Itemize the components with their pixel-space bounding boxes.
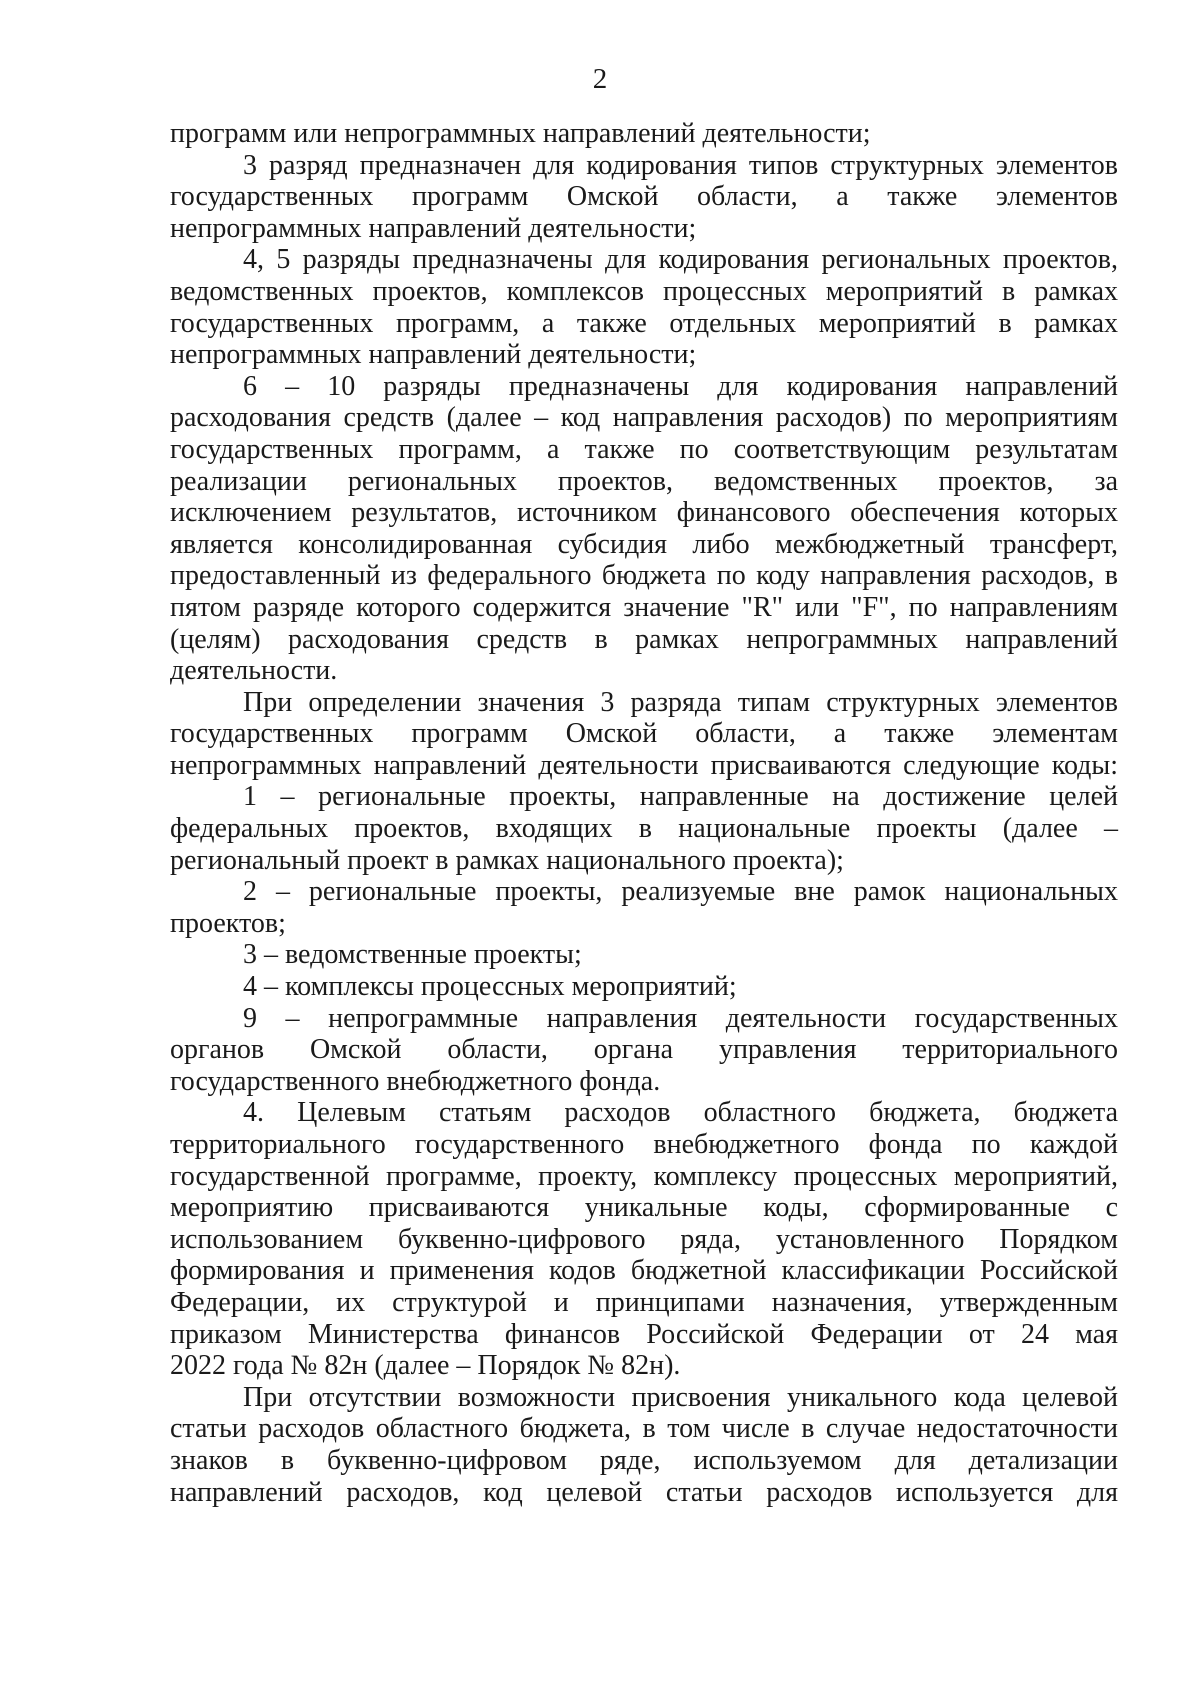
text-line: 2022 года № 82н (далее – Порядок № 82н).	[170, 1350, 681, 1382]
text-line: 1 – региональные проекты, направленные на достижение целей	[243, 781, 1118, 813]
text-line: непрограммных направлений деятельности;	[170, 212, 697, 244]
text-line: (целям) расходования средств в рамках непрограммных направлений	[170, 623, 1118, 655]
text-line: Федерации, их структурой и принципами назначения, утвержденным	[170, 1286, 1118, 1318]
text-line: мероприятию присваиваются уникальные коды, сформированные с	[170, 1192, 1118, 1224]
text-line: исключением результатов, источником финансового обеспечения которых	[170, 497, 1118, 529]
text-line: При определении значения 3 разряда типам структурных элементов	[243, 686, 1118, 718]
text-line: 6 – 10 разряды предназначены для кодирования направлений	[243, 370, 1118, 402]
text-line: государственного внебюджетного фонда.	[170, 1065, 661, 1097]
text-line: проектов;	[170, 907, 286, 939]
document-body	[170, 118, 1118, 1508]
text-line: органов Омской области, органа управления территориального	[170, 1034, 1118, 1066]
text-line: направлений расходов, код целевой статьи расходов используется для	[170, 1476, 1118, 1508]
text-line: государственной программе, проекту, комплексу процессных мероприятий,	[170, 1160, 1118, 1192]
text-line: государственных программ, а также по соответствующим результатам	[170, 433, 1118, 465]
text-line: использованием буквенно-цифрового ряда, установленного Порядком	[170, 1223, 1118, 1255]
text-line: ведомственных проектов, комплексов процессных мероприятий в рамках	[170, 275, 1118, 307]
text-line: территориального государственного внебюджетного фонда по каждой	[170, 1129, 1118, 1160]
text-line: 3 – ведомственные проекты;	[243, 939, 582, 971]
text-line: программ или непрограммных направлений деятельности;	[170, 118, 871, 149]
text-line: 4, 5 разряды предназначены для кодирования региональных проектов,	[243, 244, 1118, 276]
text-line: государственных программ Омской области, а также элементов	[170, 181, 1118, 213]
text-line: знаков в буквенно-цифровом ряде, используемом для детализации	[170, 1444, 1118, 1476]
text-line: является консолидированная субсидия либо межбюджетный трансферт,	[170, 528, 1118, 560]
text-line: формирования и применения кодов бюджетной классификации Российской	[170, 1255, 1118, 1287]
text-line: статьи расходов областного бюджета, в том числе в случае недостаточности	[170, 1413, 1118, 1445]
text-line: 2 – региональные проекты, реализуемые вне рамок национальных	[243, 876, 1118, 908]
text-line: пятом разряде которого содержится значение "R" или "F", по направлениям	[170, 591, 1118, 623]
text-line: государственных программ Омской области, а также элементам	[170, 718, 1118, 750]
text-line: федеральных проектов, входящих в национальные проекты (далее –	[170, 813, 1118, 845]
text-line: предоставленный из федерального бюджета по коду направления расходов, в	[170, 560, 1118, 592]
text-line: 9 – непрограммные направления деятельности государственных	[243, 1002, 1118, 1034]
text-line: приказом Министерства финансов Российской Федерации от 24 мая	[170, 1318, 1118, 1350]
text-line: региональный проект в рамках национального проекта);	[170, 844, 844, 876]
text-line: 3 разряд предназначен для кодирования типов структурных элементов	[243, 149, 1118, 181]
text-line: непрограммных направлений деятельности;	[170, 339, 697, 371]
text-line: 4 – комплексы процессных мероприятий;	[243, 971, 737, 1003]
text-line: государственных программ, а также отдельных мероприятий в рамках	[170, 307, 1118, 339]
text-line: непрограммных направлений деятельности присваиваются следующие коды:	[170, 749, 1118, 781]
text-line: 4. Целевым статьям расходов областного бюджета, бюджета	[243, 1097, 1118, 1129]
text-line: деятельности.	[170, 655, 338, 687]
text-line: расходования средств (далее – код направления расходов) по мероприятиям	[170, 402, 1118, 434]
page-number: 2	[592, 63, 608, 95]
text-line: реализации региональных проектов, ведомственных проектов, за	[170, 465, 1118, 497]
text-line: При отсутствии возможности присвоения уникального кода целевой	[243, 1381, 1118, 1413]
